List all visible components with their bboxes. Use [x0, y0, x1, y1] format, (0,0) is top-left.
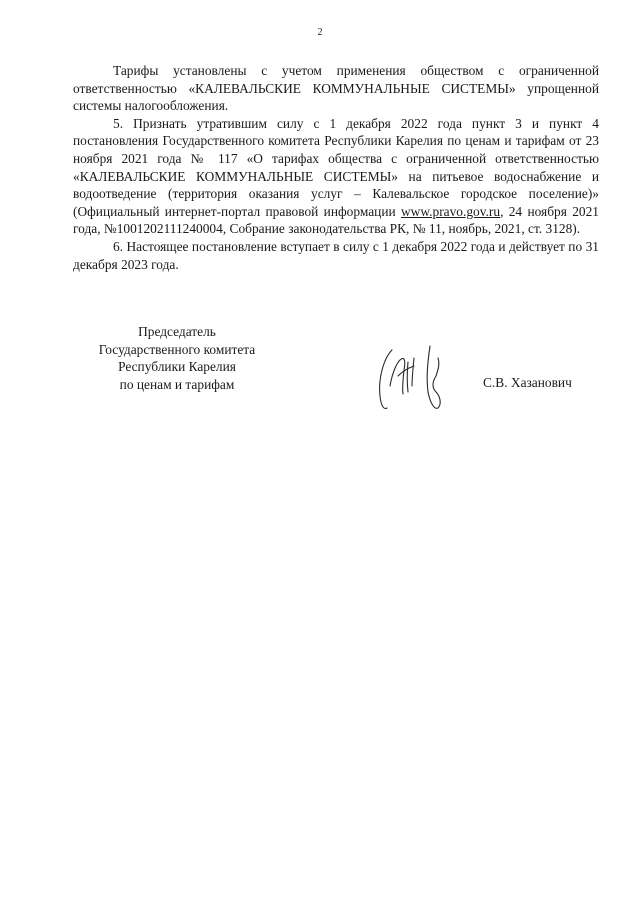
handwritten-signature — [370, 336, 470, 416]
paragraph-tariffs: Тарифы установлены с учетом применения обществом с ограниченной ответственностью «КАЛЕВАЛЬСКИЕ КОММУНАЛЬНЫЕ СИСТЕМЫ» упрощенной системы налогообложения. — [73, 63, 599, 114]
signatory-title-line-4: по ценам и тарифам — [119, 376, 235, 392]
item-5-number: 5. — [113, 115, 124, 131]
document-body — [73, 62, 599, 273]
signer-name: С.В. Хазанович — [483, 375, 572, 390]
paragraph-item-6 — [73, 238, 599, 273]
signatory-title-line-2: Государственного комитета — [98, 341, 256, 357]
pravo-gov-link[interactable]: www.pravo.gov.ru — [401, 203, 501, 219]
signatory-title-line-1: Председатель — [138, 324, 216, 339]
item-5-text-end: , 24 ноября 2021 года, №1001202111240004, Собрание законодательства РК, № 11, ноябрь, 2021, ст. 3128). — [73, 203, 599, 237]
item-6-text: Настоящее постановление вступает в силу с 1 декабря 2022 года и действует по 31 декабря 2023 года. — [73, 238, 599, 272]
signatory-title-block — [72, 323, 282, 393]
page-number: 2 — [317, 27, 323, 38]
signatory-title-line-3: Республики Карелия — [118, 359, 236, 374]
item-6-number: 6. — [113, 238, 124, 254]
paragraph-item-5 — [73, 115, 599, 238]
item-5-text: Признать утратившим силу с 1 декабря 2022 года пункт 3 и пункт 4 постановления Государственного комитета Республики Карелия по ценам и тарифам от 23 ноября 2021 года № 117 «О тарифах общества с ограниченной ответственностью «КАЛЕВАЛЬСКИЕ КОММУНАЛЬНЫЕ СИСТЕМЫ» на питьевое водоснабжение и водоотведение (территория оказания услуг – Калевальское городское поселение)» (Официальный интернет-портал правовой информации — [73, 115, 599, 219]
